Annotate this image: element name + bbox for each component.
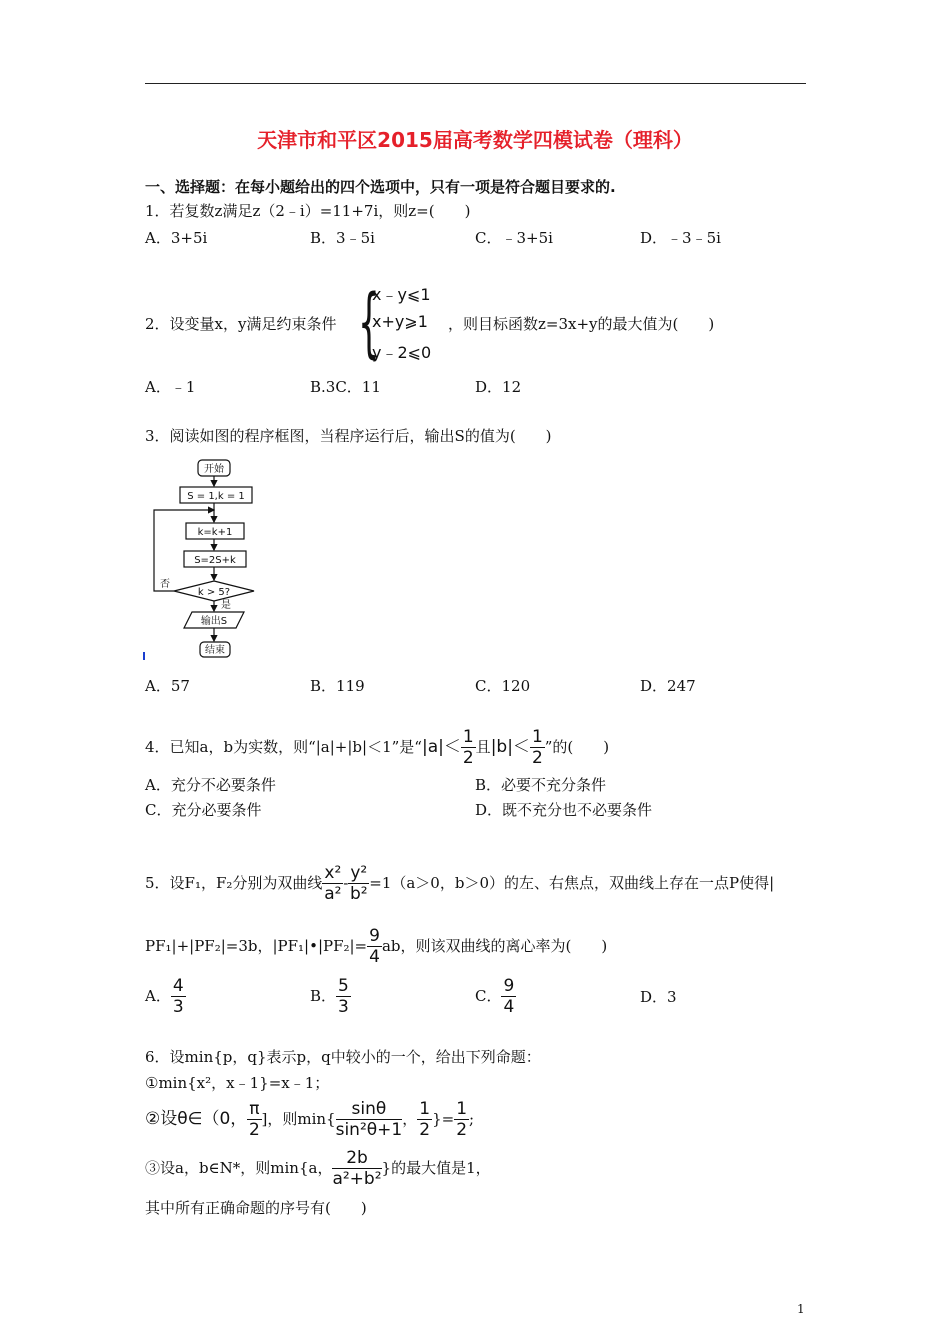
q5-opt-c-label: C． (475, 987, 502, 1005)
q3-stem: 3．阅读如图的程序框图，当程序运行后，输出S的值为( ) (145, 427, 552, 445)
q5-minus: - (343, 874, 349, 892)
q6-item2-end: ; (469, 1110, 475, 1128)
header-rule (145, 83, 806, 84)
q5-frac3-num: 9 (369, 925, 380, 946)
q5-opt-b-fraction (336, 976, 351, 1017)
section-heading: 一、选择题：在每小题给出的四个选项中，只有一项是符合题目要求的. (145, 178, 616, 196)
q6-item2 (145, 1097, 474, 1141)
brace-symbol: { (358, 277, 380, 366)
q5-stem-mid: =1（a＞0，b＞0）的左、右焦点，双曲线上存在一点P使得| (369, 874, 775, 892)
flow-end-label: 结束 (205, 645, 225, 656)
q4-option-b: B．必要不充分条件 (475, 776, 607, 794)
q6-item2-half2 (454, 1099, 469, 1140)
q2-stem-pre: 2．设变量x，y满足约束条件 (145, 315, 337, 333)
q5-frac3-den: 4 (369, 946, 380, 967)
q2-constraint-3: y﹣2⩽0 (372, 343, 432, 362)
q6-item1: ①min{x²，x﹣1}=x﹣1； (145, 1074, 330, 1092)
flowchart (140, 456, 270, 666)
q4-abs-b: |b|＜ (490, 737, 530, 757)
q6-item2-sin-fraction (336, 1099, 403, 1140)
q6-item2-comma: ， (402, 1110, 418, 1128)
q5-line2-post: ab，则该双曲线的离心率为( ) (381, 937, 608, 955)
q6-item2-half1 (417, 1099, 432, 1140)
q6-item2-pre: ②设θ∈（0， (145, 1109, 248, 1129)
q6-item2-fnum: sinθ (336, 1099, 403, 1120)
q4-stem-pre: 4．已知a，b为实数，则“|a|+|b|＜1”是“ (145, 738, 422, 756)
q4-half-fraction-2 (530, 727, 545, 768)
q4-stem-post: ”的( ) (544, 738, 610, 756)
q4-half-num: 1 (462, 726, 474, 747)
q5-frac2-num: y² (350, 862, 368, 883)
q4-half-fraction-1 (461, 727, 476, 768)
q5-option-a (145, 975, 186, 1017)
q6-ask: 其中所有正确命题的序号有( ) (145, 1199, 367, 1217)
q5-fraction-94 (367, 926, 382, 967)
q5-opt-a-num: 4 (172, 975, 184, 996)
q5-line2 (145, 925, 607, 967)
q5-line2-pre: PF₁|+|PF₂|=3b，|PF₁|•|PF₂|= (145, 937, 368, 955)
q6-item3-pre: ③设a，b∈N*，则min{a， (145, 1159, 333, 1177)
q6-item3 (145, 1146, 491, 1190)
q2-stem-post: ，则目标函数z=3x+y的最大值为( ) (448, 315, 715, 333)
flow-cond-label: k > 5? (197, 587, 231, 598)
q6-item3-fden: a²+b² (332, 1168, 382, 1189)
page-title: 天津市和平区2015届高考数学四模试卷（理科） (257, 128, 693, 152)
q4-half-den-2: 2 (531, 747, 543, 768)
q6-item2-pi: π (249, 1098, 260, 1119)
q6-item2-eq: }= (432, 1110, 455, 1128)
q3-option-a: A．57 (145, 677, 190, 695)
flow-output-label: 输出S (200, 616, 228, 627)
q5-opt-b-label: B． (310, 987, 337, 1005)
flow-start-label: 开始 (204, 464, 224, 475)
q5-frac1-num: x² (324, 862, 342, 883)
q2-constraint-2: x+y⩾1 (372, 312, 428, 331)
q6-item3-fnum: 2b (332, 1148, 381, 1169)
q5-fraction-x (322, 863, 343, 904)
q6-item2-pi-fraction (247, 1099, 261, 1140)
q6-item2-h1n: 1 (419, 1098, 431, 1119)
q2-option-bc: B.3C．11 (310, 378, 381, 396)
page-number: 1 (797, 1302, 805, 1316)
q5-opt-a-den: 3 (172, 996, 184, 1017)
flow-step2-label: S=2S+k (194, 555, 236, 566)
q5-opt-b-num: 5 (338, 975, 349, 996)
q4-option-c: C．充分必要条件 (145, 801, 262, 819)
q3-option-b: B．119 (310, 677, 365, 695)
q5-stem-pre: 5．设F₁，F₂分别为双曲线 (145, 874, 323, 892)
q6-item2-h2d: 2 (456, 1119, 468, 1140)
q3-option-c: C．120 (475, 677, 531, 695)
q2-constraint-1: x﹣y⩽1 (372, 285, 431, 304)
q6-item2-pi-den: 2 (248, 1119, 260, 1140)
q4-and: 且 (475, 738, 491, 756)
q4-half-num-2: 1 (531, 726, 543, 747)
q6-stem: 6．设min{p，q}表示p，q中较小的一个，给出下列命题： (145, 1048, 541, 1066)
q5-line1 (145, 862, 774, 904)
q4-option-d: D．既不充分也不必要条件 (475, 801, 653, 819)
q6-item2-h2n: 1 (456, 1098, 468, 1119)
q5-option-c (475, 975, 516, 1017)
q6-item3-fraction (332, 1148, 381, 1189)
q1-stem: 1．若复数z满足z（2﹣i）=11+7i，则z=( ) (145, 202, 471, 220)
q5-opt-a-label: A． (145, 987, 171, 1005)
q5-frac2-den: b² (350, 883, 368, 904)
q4-stem (145, 726, 609, 768)
q5-opt-c-fraction (501, 976, 516, 1017)
q5-opt-c-num: 9 (503, 975, 515, 996)
q1-option-d: D．﹣3﹣5i (640, 229, 721, 247)
q4-option-a: A．充分不必要条件 (145, 776, 276, 794)
q5-option-b (310, 975, 351, 1017)
q5-opt-c-den: 4 (503, 996, 515, 1017)
flow-init-label: S = 1,k = 1 (187, 491, 245, 502)
q1-option-c: C．﹣3+5i (475, 229, 553, 247)
q1-option-b: B．3﹣5i (310, 229, 375, 247)
q2-constraint-system (358, 277, 448, 366)
q5-frac1-den: a² (324, 883, 342, 904)
q6-item2-h1d: 2 (419, 1119, 431, 1140)
q4-half-den: 2 (462, 747, 474, 768)
q5-fraction-y (348, 863, 369, 904)
flow-no-label: 否 (160, 579, 170, 590)
q2-option-d: D．12 (475, 378, 522, 396)
q5-option-d: D．3 (640, 988, 677, 1006)
flow-step1-label: k=k+1 (197, 527, 233, 538)
q6-item2-fden: sin²θ+1 (335, 1119, 403, 1140)
q6-item3-post: }的最大值是1， (381, 1159, 491, 1177)
q3-option-d: D．247 (640, 677, 696, 695)
q1-option-a: A．3+5i (145, 229, 208, 247)
q2-option-a: A．﹣1 (145, 378, 196, 396)
q5-opt-b-den: 3 (338, 996, 349, 1017)
q5-opt-a-fraction (171, 976, 186, 1017)
q6-item2-mid: ]，则min{ (261, 1110, 336, 1128)
q4-abs-a: |a|＜ (421, 737, 461, 757)
flow-yes-label: 是 (221, 600, 231, 611)
